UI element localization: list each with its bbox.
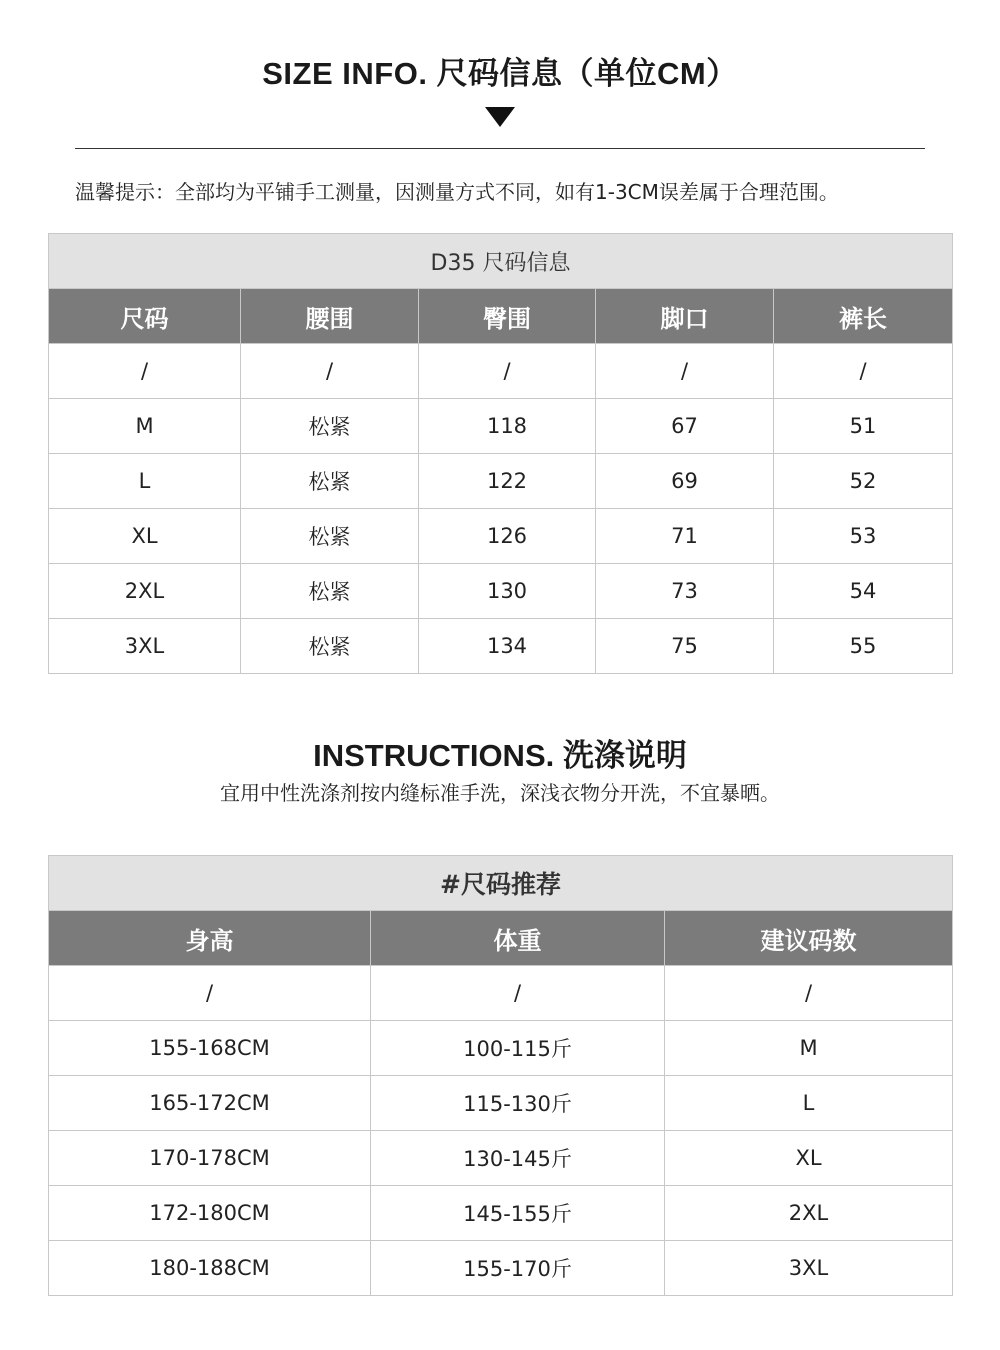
table-cell: XL: [49, 509, 241, 564]
table-cell: 180-188CM: [49, 1241, 371, 1296]
table-cell: L: [49, 454, 241, 509]
length-column-header: 裤长: [774, 289, 953, 344]
table-cell: 122: [419, 454, 596, 509]
table-cell: 115-130斤: [371, 1076, 665, 1131]
recommend-table-caption: #尺码推荐: [49, 856, 953, 911]
table-cell: 75: [596, 619, 774, 674]
table-cell: 52: [774, 454, 953, 509]
table-cell: 2XL: [665, 1186, 953, 1241]
table-cell: 130-145斤: [371, 1131, 665, 1186]
table-cell: /: [241, 344, 419, 399]
table-row: [49, 564, 953, 619]
table-cell: /: [665, 966, 953, 1021]
table-cell: 松紧: [241, 564, 419, 619]
table-cell: 118: [419, 399, 596, 454]
table-cell: /: [49, 344, 241, 399]
table-cell: 54: [774, 564, 953, 619]
page-title: SIZE INFO. 尺码信息（单位CM）: [262, 56, 738, 91]
size-table-caption: D35 尺码信息: [49, 234, 953, 289]
table-cell: 170-178CM: [49, 1131, 371, 1186]
hem-column-header: 脚口: [596, 289, 774, 344]
table-row: [49, 344, 953, 399]
measurement-tip: 温馨提示：全部均为平铺手工测量，因测量方式不同，如有1-3CM误差属于合理范围。: [75, 180, 839, 204]
table-cell: 2XL: [49, 564, 241, 619]
table-cell: 3XL: [49, 619, 241, 674]
weight-column-header: 体重: [371, 911, 665, 966]
table-cell: 126: [419, 509, 596, 564]
table-row: [49, 399, 953, 454]
table-cell: 67: [596, 399, 774, 454]
table-row: [49, 966, 953, 1021]
table-row: [49, 1186, 953, 1241]
size-column-header: 尺码: [49, 289, 241, 344]
waist-column-header: 腰围: [241, 289, 419, 344]
table-cell: 155-168CM: [49, 1021, 371, 1076]
table-cell: 134: [419, 619, 596, 674]
table-row: [49, 1021, 953, 1076]
table-cell: M: [665, 1021, 953, 1076]
hip-column-header: 臀围: [419, 289, 596, 344]
table-cell: /: [596, 344, 774, 399]
table-cell: 55: [774, 619, 953, 674]
table-cell: L: [665, 1076, 953, 1131]
table-cell: /: [774, 344, 953, 399]
table-cell: 53: [774, 509, 953, 564]
table-row: [49, 1131, 953, 1186]
table-row: [49, 1076, 953, 1131]
divider: [75, 148, 925, 149]
table-cell: 3XL: [665, 1241, 953, 1296]
table-cell: 130: [419, 564, 596, 619]
table-cell: 172-180CM: [49, 1186, 371, 1241]
table-cell: 165-172CM: [49, 1076, 371, 1131]
table-cell: /: [371, 966, 665, 1021]
table-cell: 145-155斤: [371, 1186, 665, 1241]
table-row: [49, 509, 953, 564]
table-cell: 51: [774, 399, 953, 454]
recommend-table: [48, 855, 953, 1296]
table-cell: 松紧: [241, 509, 419, 564]
table-cell: XL: [665, 1131, 953, 1186]
instructions-text: 宜用中性洗涤剂按内缝标准手洗，深浅衣物分开洗，不宜暴晒。: [220, 781, 780, 805]
table-cell: 松紧: [241, 399, 419, 454]
instructions-title: INSTRUCTIONS. 洗涤说明: [313, 738, 687, 773]
table-cell: 松紧: [241, 454, 419, 509]
table-row: [49, 454, 953, 509]
table-cell: M: [49, 399, 241, 454]
table-row: [49, 1241, 953, 1296]
table-cell: 71: [596, 509, 774, 564]
size-table: [48, 233, 953, 674]
table-cell: 松紧: [241, 619, 419, 674]
table-cell: 73: [596, 564, 774, 619]
suggested-size-column-header: 建议码数: [665, 911, 953, 966]
table-cell: 69: [596, 454, 774, 509]
down-triangle-icon: [485, 107, 515, 127]
table-cell: /: [49, 966, 371, 1021]
table-row: [49, 619, 953, 674]
table-cell: 100-115斤: [371, 1021, 665, 1076]
height-column-header: 身高: [49, 911, 371, 966]
table-cell: /: [419, 344, 596, 399]
table-cell: 155-170斤: [371, 1241, 665, 1296]
